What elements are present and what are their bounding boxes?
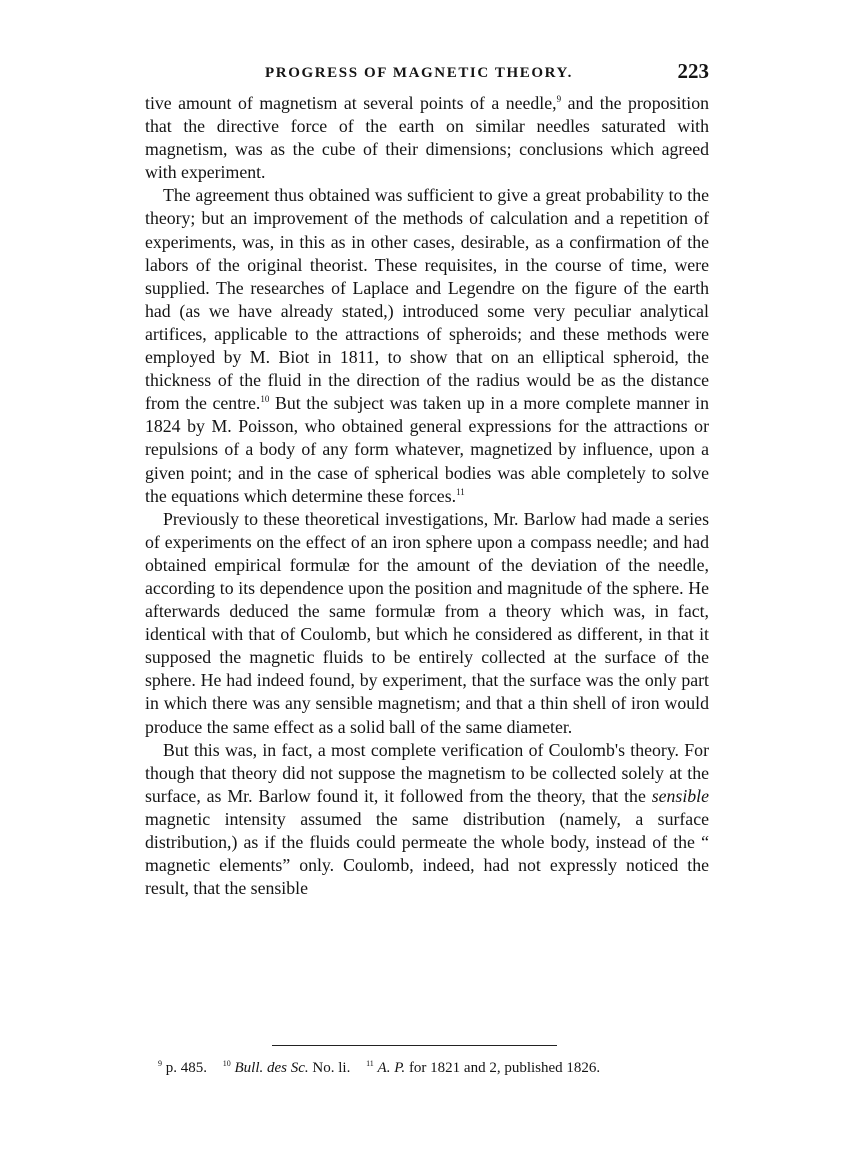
paragraph-2 [145, 184, 709, 507]
footnote-marker: 10 [260, 394, 270, 405]
footnote-marker: 11 [456, 486, 465, 497]
running-title: PROGRESS OF MAGNETIC THEORY. [265, 65, 573, 81]
footnote-mark: 10 [222, 1059, 231, 1068]
text-run: No. li. [308, 1060, 351, 1076]
page-number: 223 [677, 59, 709, 83]
paragraph-3 [145, 508, 709, 739]
italic-text: A. P. [377, 1060, 406, 1076]
text-run: But this was, in fact, a most complete verification of Coulomb's theory. For though that theory did not suppose the magnetism to be collected solely at the surface, as Mr. Barlow found it, it followed from the theory, that the [145, 739, 709, 806]
footnote-mark: 9 [158, 1059, 162, 1068]
footnote-9 [158, 1060, 207, 1076]
footnote-11 [366, 1060, 600, 1076]
text-run: Previously to these theoretical investigations, Mr. Barlow had made a series of experiments on the effect of an iron sphere upon a compass needle; and had obtained empirical formulæ for the amount of the deviation of the needle, according to its dependence upon the position and magnitude of the sphere. He afterwards deduced the same formulæ from a theory which was, in fact, identical with that of Coulomb, but which he considered as different, in that it supposed the magnetic fluids to be entirely collected at the surface of the sphere. He had indeed found, by experiment, that the surface was the only part in which there was any sensible magnetism; and that a thin shell of iron would produce the same effect as a solid ball of the same diameter. [145, 508, 709, 737]
italic-text: sensible [651, 785, 709, 806]
text-run: tive amount of magnetism at several points of a needle, [145, 93, 557, 113]
text-run: The agreement thus obtained was sufficient to give a great probability to the theory; but an improvement of the methods of calculation and a repetition of experiments, was, in this as in other cases, desirable, as a confirmation of the labors of the original theorist. These requisites, in the course of time, were supplied. The researches of Laplace and Legendre on the figure of the earth had (as we have already stated,) introduced some very peculiar analytical artifices, applicable to the attractions of spheroids; and these methods were employed by M. Biot in 1811, to show that on an elliptical spheroid, the thickness of the fluid in the direction of the radius would be as the distance from the centre. [145, 185, 709, 414]
footnote-mark: 11 [366, 1059, 374, 1068]
page [145, 58, 709, 900]
text-run: for 1821 and 2, published 1826. [405, 1060, 601, 1076]
text-run: and the proposition that the directive force of the earth on similar needles saturated with magnetism, was as the cube of their dimensions; conclusions which agreed with experiment. [145, 93, 709, 183]
text-run: p. 485. [165, 1060, 207, 1076]
text-run: magnetic intensity assumed the same distribution (namely, a surface distribution,) as if the fluids could permeate the whole body, instead of the “ magnetic elements” only. Coulomb, indeed, had not expressly noticed the result, that the sensible [145, 808, 709, 899]
running-head [145, 58, 709, 92]
text-run: But the subject was taken up in a more complete manner in 1824 by M. Poisson, who obtained general expressions for the attractions or repulsions of a body of any form whatever, magnetized by influence, upon a given point; and in the case of spherical bodies was able completely to solve the equations which determine these forces. [145, 393, 709, 506]
paragraph-4 [145, 739, 709, 901]
body-text [145, 92, 709, 900]
footnotes [158, 1058, 718, 1078]
footnote-rule [272, 1045, 557, 1046]
italic-text: Bull. des Sc. [234, 1060, 309, 1076]
footnote-marker: 9 [556, 94, 562, 104]
paragraph-1 [145, 92, 709, 184]
footnote-10 [223, 1060, 351, 1076]
